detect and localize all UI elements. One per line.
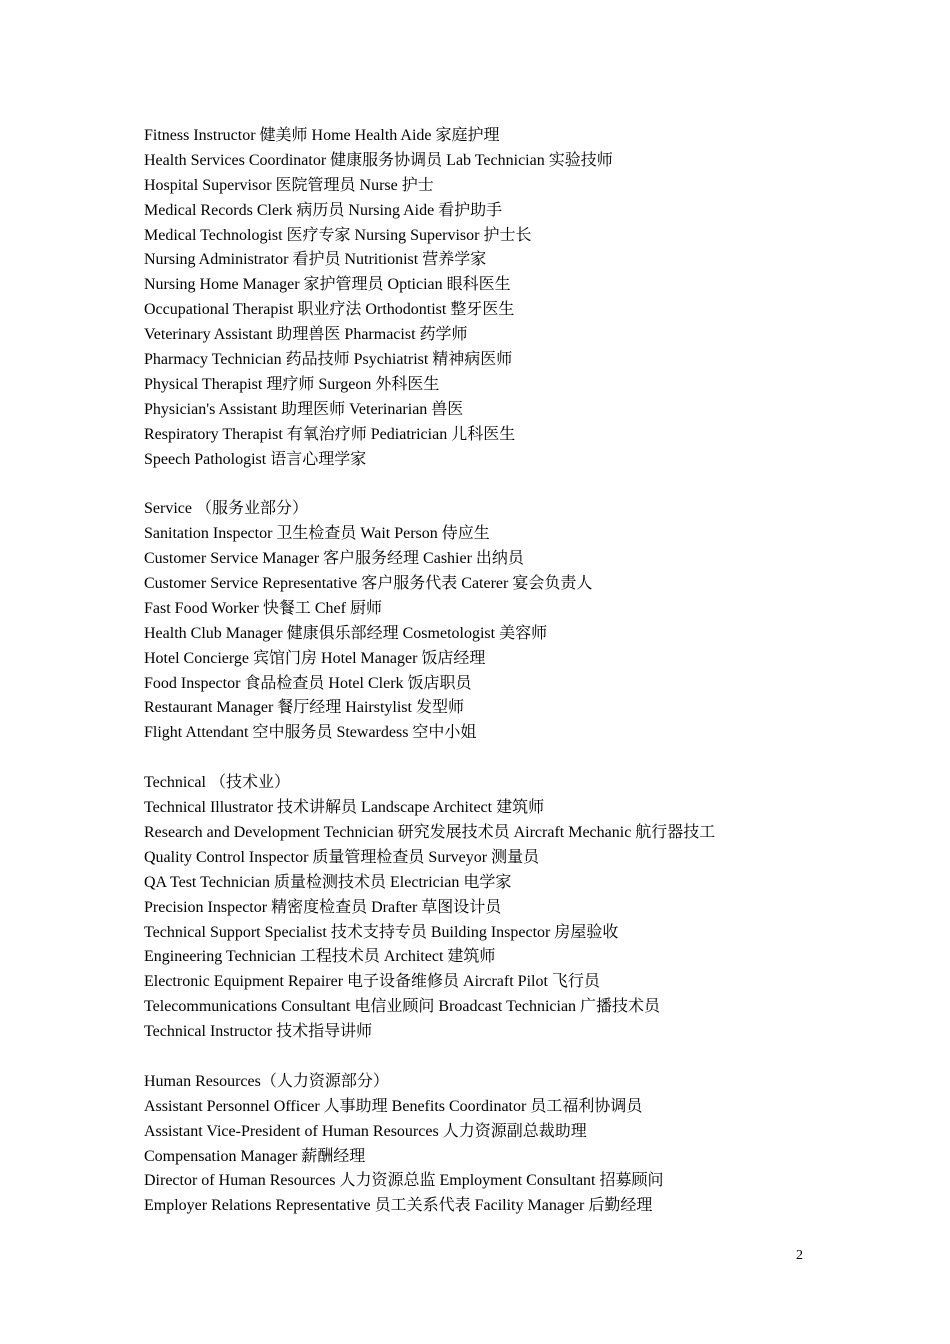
human-resources-line: Compensation Manager 薪酬经理 bbox=[144, 1147, 366, 1165]
human-resources-line: Employer Relations Representative 员工关系代表 Facility Manager 后勤经理 bbox=[144, 1197, 653, 1215]
service-line: Customer Service Representative 客户服务代表 Caterer 宴会负责人 bbox=[144, 575, 593, 593]
section-spacer bbox=[144, 472, 904, 497]
service-heading: Service （服务业部分） bbox=[144, 500, 308, 518]
section-spacer bbox=[144, 1045, 904, 1070]
technical-line: Technical Support Specialist 技术支持专员 Building Inspector 房屋验收 bbox=[144, 923, 619, 941]
technical-line: Research and Development Technician 研究发展技术员 Aircraft Mechanic 航行器技工 bbox=[144, 823, 716, 841]
health-line: Fitness Instructor 健美师 Home Health Aide 家庭护理 bbox=[144, 127, 500, 144]
technical-line: Technical Illustrator 技术讲解员 Landscape Architect 建筑师 bbox=[144, 799, 545, 817]
service-line: Sanitation Inspector 卫生检查员 Wait Person 侍应生 bbox=[144, 525, 490, 543]
health-line: Physician's Assistant 助理医师 Veterinarian 兽医 bbox=[144, 400, 464, 418]
service-line: Hotel Concierge 宾馆门房 Hotel Manager 饭店经理 bbox=[144, 649, 486, 667]
technical-line: Electronic Equipment Repairer 电子设备维修员 Aircraft Pilot 飞行员 bbox=[144, 973, 600, 991]
technical-line: Technical Instructor 技术指导讲师 bbox=[144, 1023, 373, 1041]
job-titles-list bbox=[144, 124, 904, 1219]
service-line: Health Club Manager 健康俱乐部经理 Cosmetologist 美容师 bbox=[144, 624, 548, 642]
technical-line: Quality Control Inspector 质量管理检查员 Surveyor 测量员 bbox=[144, 848, 540, 866]
technical-line: Telecommunications Consultant 电信业顾问 Broadcast Technician 广播技术员 bbox=[144, 998, 661, 1016]
human-resources-line: Director of Human Resources 人力资源总监 Employment Consultant 招募顾问 bbox=[144, 1172, 664, 1190]
service-line: Food Inspector 食品检查员 Hotel Clerk 饭店职员 bbox=[144, 674, 472, 692]
human-resources-line: Assistant Personnel Officer 人事助理 Benefits Coordinator 员工福利协调员 bbox=[144, 1097, 643, 1115]
health-line: Nursing Administrator 看护员 Nutritionist 营养学家 bbox=[144, 251, 487, 269]
health-line: Hospital Supervisor 医院管理员 Nurse 护士 bbox=[144, 176, 434, 194]
health-line: Veterinary Assistant 助理兽医 Pharmacist 药学师 bbox=[144, 326, 468, 344]
page-number: 2 bbox=[796, 1248, 803, 1263]
health-line: Health Services Coordinator 健康服务协调员 Lab Technician 实验技师 bbox=[144, 151, 613, 169]
service-line: Customer Service Manager 客户服务经理 Cashier 出纳员 bbox=[144, 550, 524, 568]
technical-line: Engineering Technician 工程技术员 Architect 建筑师 bbox=[144, 948, 496, 966]
human-resources-heading: Human Resources（人力资源部分） bbox=[144, 1072, 389, 1090]
service-line: Flight Attendant 空中服务员 Stewardess 空中小姐 bbox=[144, 724, 477, 742]
service-line: Restaurant Manager 餐厅经理 Hairstylist 发型师 bbox=[144, 699, 464, 717]
health-line: Occupational Therapist 职业疗法 Orthodontist 整牙医生 bbox=[144, 301, 515, 319]
health-line: Nursing Home Manager 家护管理员 Optician 眼科医生 bbox=[144, 276, 511, 294]
section-spacer bbox=[144, 746, 904, 771]
technical-line: Precision Inspector 精密度检查员 Drafter 草图设计员 bbox=[144, 898, 502, 916]
technical-heading: Technical （技术业） bbox=[144, 774, 290, 792]
health-line: Speech Pathologist 语言心理学家 bbox=[144, 450, 367, 468]
human-resources-line: Assistant Vice-President of Human Resources 人力资源副总裁助理 bbox=[144, 1122, 587, 1140]
health-line: Pharmacy Technician 药品技师 Psychiatrist 精神病医师 bbox=[144, 351, 513, 369]
service-line: Fast Food Worker 快餐工 Chef 厨师 bbox=[144, 599, 382, 617]
technical-line: QA Test Technician 质量检测技术员 Electrician 电学家 bbox=[144, 873, 512, 891]
health-line: Medical Technologist 医疗专家 Nursing Supervisor 护士长 bbox=[144, 226, 532, 244]
health-line: Physical Therapist 理疗师 Surgeon 外科医生 bbox=[144, 375, 440, 393]
health-line: Respiratory Therapist 有氧治疗师 Pediatrician 儿科医生 bbox=[144, 425, 516, 443]
health-line: Medical Records Clerk 病历员 Nursing Aide 看护助手 bbox=[144, 201, 503, 219]
